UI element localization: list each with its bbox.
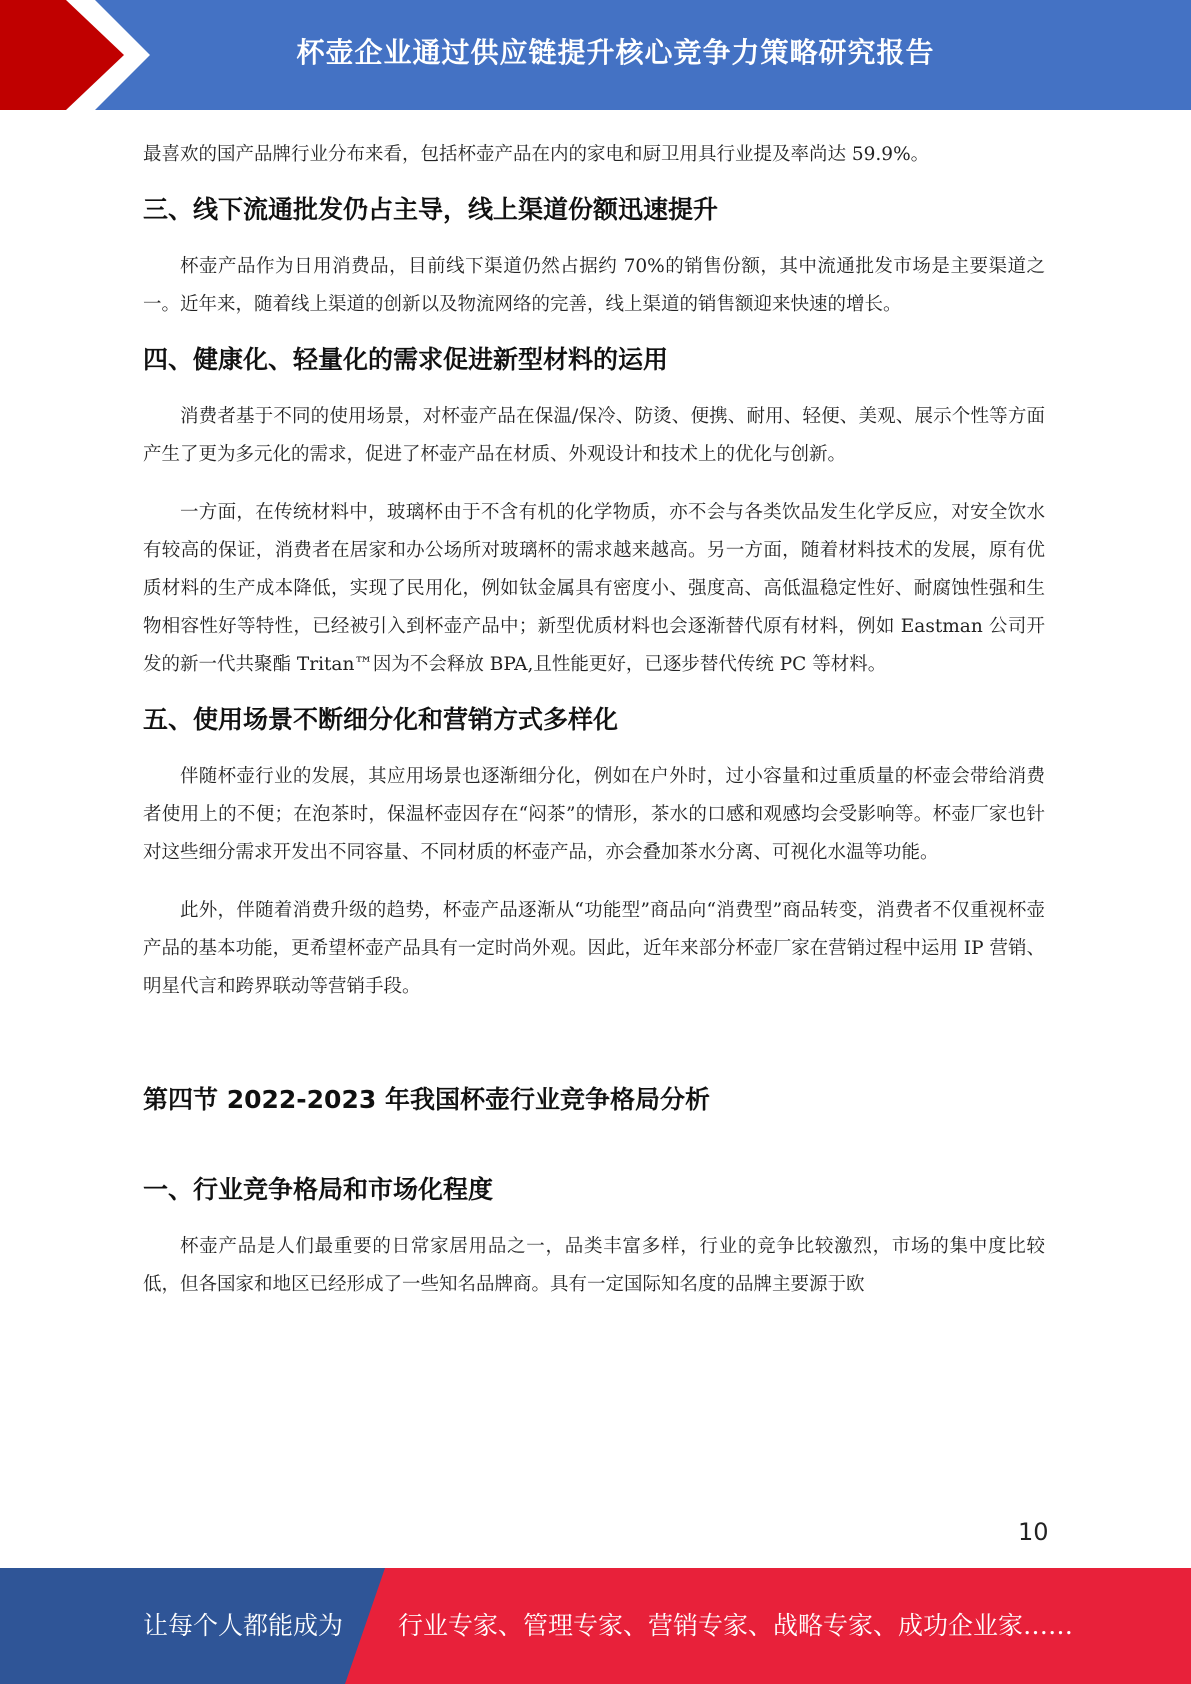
page-header <box>0 0 1191 110</box>
page-number: 10 <box>1018 1518 1049 1546</box>
section-title: 第四节 2022-2023 年我国杯壶行业竞争格局分析 <box>143 1085 710 1114</box>
heading-subsection-1: 一、行业竞争格局和市场化程度 <box>143 1175 494 1204</box>
paragraph-section-4b: 一方面，在传统材料中，玻璃杯由于不含有机的化学物质，亦不会与各类饮品发生化学反应，对安全饮水有较高的保证，消费者在居家和办公场所对玻璃杯的需求越来越高。另一方面，随着材料技术的发展，原有优质材料的生产成本降低，实现了民用化，例如钛金属具有密度小、强度高、高低温稳定性好、耐腐蚀性强和生物相容性好等特性，已经被引入到杯壶产品中；新型优质材料也会逐渐替代原有材料，例如 Eastman 公司开发的新一代共聚酯 Tritan™因为不会释放 BPA,且性能更好，已逐步替代传统 PC 等材料。 <box>143 502 1045 675</box>
heading-section-4: 四、健康化、轻量化的需求促进新型材料的运用 <box>143 345 669 374</box>
footer-slogan-left: 让每个人都能成为 <box>143 1611 344 1640</box>
heading-section-3: 三、线下流通批发仍占主导，线上渠道份额迅速提升 <box>143 195 719 224</box>
paragraph-section-5a: 伴随杯壶行业的发展，其应用场景也逐渐细分化，例如在户外时，过小容量和过重质量的杯壶会带给消费者使用上的不便；在泡茶时，保温杯壶因存在“闷茶”的情形，茶水的口感和观感均会受影响等。杯壶厂家也针对这些细分需求开发出不同容量、不同材质的杯壶产品，亦会叠加茶水分离、可视化水温等功能。 <box>143 766 1045 863</box>
paragraph-subsection-1: 杯壶产品是人们最重要的日常家居用品之一，品类丰富多样，行业的竞争比较激烈，市场的集中度比较低，但各国家和地区已经形成了一些知名品牌商。具有一定国际知名度的品牌主要源于欧 <box>143 1236 1045 1295</box>
paragraph-section-5b: 此外，伴随着消费升级的趋势，杯壶产品逐渐从“功能型”商品向“消费型”商品转变，消费者不仅重视杯壶产品的基本功能，更希望杯壶产品具有一定时尚外观。因此，近年来部分杯壶厂家在营销过程中运用 IP 营销、明星代言和跨界联动等营销手段。 <box>143 900 1045 997</box>
paragraph-section-3: 杯壶产品作为日用消费品，目前线下渠道仍然占据约 70%的销售份额，其中流通批发市场是主要渠道之一。近年来，随着线上渠道的创新以及物流网络的完善，线上渠道的销售额迎来快速的增长。 <box>143 256 1045 315</box>
heading-section-5: 五、使用场景不断细分化和营销方式多样化 <box>143 705 619 734</box>
page-content <box>143 136 1045 1304</box>
footer-slogan-right: 行业专家、管理专家、营销专家、战略专家、成功企业家…… <box>398 1611 1074 1640</box>
report-title: 杯壶企业通过供应链提升核心竞争力策略研究报告 <box>296 36 935 69</box>
intro-paragraph: 最喜欢的国产品牌行业分布来看，包括杯壶产品在内的家电和厨卫用具行业提及率尚达 59.9%。 <box>143 144 930 165</box>
page-footer <box>0 1568 1191 1684</box>
paragraph-section-4a: 消费者基于不同的使用场景，对杯壶产品在保温/保冷、防烫、便携、耐用、轻便、美观、展示个性等方面产生了更为多元化的需求，促进了杯壶产品在材质、外观设计和技术上的优化与创新。 <box>143 406 1045 465</box>
